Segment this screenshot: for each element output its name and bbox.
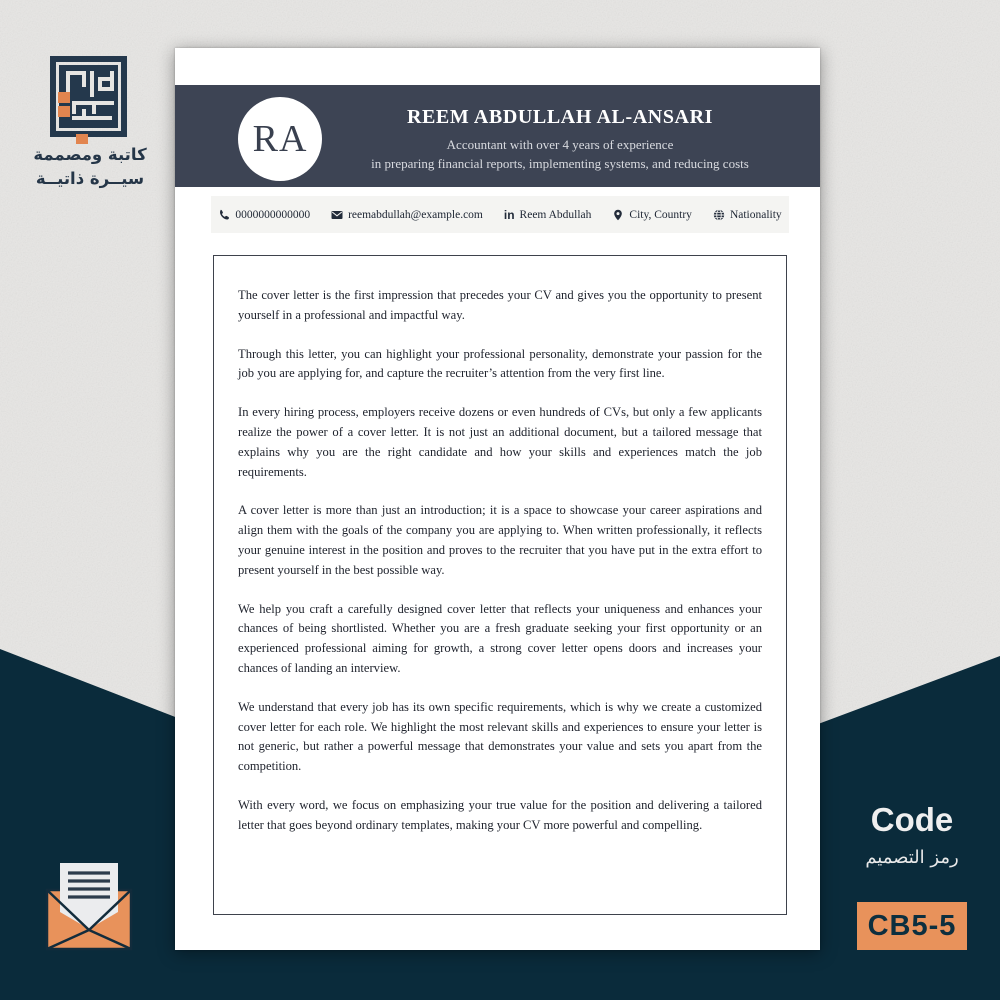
- monogram-circle: [238, 97, 322, 181]
- letter-paragraph: The cover letter is the first impression that precedes your CV and gives you the opportunity to present yourself in a professional and impactful way.: [238, 288, 762, 322]
- contact-nationality-label: Nationality: [729, 208, 782, 221]
- page-header-band: [175, 85, 820, 187]
- brand-tagline: [22, 143, 158, 191]
- contact-nationality: [713, 209, 782, 221]
- phone-icon: [218, 209, 230, 221]
- candidate-subtitle: [325, 135, 795, 173]
- letter-paragraph: With every word, we focus on emphasizing your true value for the position and delivering a tailored letter that goes beyond ordinary templates, making your CV more powerful and compelling.: [238, 797, 762, 832]
- monogram-initials: RA: [252, 118, 308, 160]
- header-text-block: [325, 104, 795, 173]
- design-code-panel: [847, 800, 977, 950]
- subtitle-line2: in preparing financial reports, implementing systems, and reducing costs: [371, 156, 749, 171]
- envelope-letter-icon: [44, 861, 134, 951]
- code-subtitle-arabic: رمز التصميم: [865, 847, 959, 868]
- letter-paragraph: In every hiring process, employers receive dozens or even hundreds of CVs, but only a few applicants realize the power of a cover letter. It is not just an additional document, but a tailored message that explains why you are the right candidate and how your skills and experiences match the job requirements.: [238, 405, 762, 479]
- code-title: Code: [870, 801, 954, 838]
- contact-linkedin: [504, 208, 592, 222]
- contact-bar: [211, 196, 789, 233]
- design-code-badge: CB5-5: [857, 902, 967, 950]
- contact-phone: [218, 209, 310, 221]
- contact-email: [331, 209, 483, 221]
- letter-paragraph: We understand that every job has its own specific requirements, which is why we create a customized cover letter for each role. We highlight the most relevant skills and experiences to ensure your letter is not generic, but rather a powerful message that demonstrates your value and sets you apart from the competition.: [238, 699, 762, 774]
- letter-paragraph: A cover letter is more than just an introduction; it is a space to showcase your career aspirations and align them with the goals of the company you are applying to. When written professionally, it reflects your genuine interest in the position and proves to the recruiter that you have put in the extra effort to present yourself in the best possible way.: [238, 503, 762, 577]
- brand-kufic-logo: [50, 56, 138, 146]
- contact-location-label: City, Country: [629, 208, 692, 221]
- globe-icon: [713, 209, 725, 221]
- linkedin-icon: in: [503, 207, 515, 222]
- brand-tagline-line2: سيــرة ذاتيــة: [35, 169, 145, 188]
- letter-paragraph: We help you craft a carefully designed cover letter that reflects your uniqueness and enhances your chances of being shortlisted. Whether you are a fresh graduate seeking your first opportunity or an experienced professional aiming for growth, a strong cover letter opens doors and increases your chances of landing an interview.: [238, 601, 762, 675]
- location-icon: [612, 209, 624, 221]
- subtitle-line1: Accountant with over 4 years of experience: [446, 137, 674, 152]
- cover-letter-page: [175, 48, 820, 950]
- cover-letter-body: [213, 255, 787, 915]
- email-icon: [331, 209, 343, 221]
- brand-tagline-line1: كاتبة ومصممة: [33, 145, 147, 164]
- candidate-name: REEM ABDULLAH AL-ANSARI: [406, 106, 714, 128]
- contact-email-label: reemabdullah@example.com: [348, 208, 483, 221]
- letter-paragraph: Through this letter, you can highlight your professional personality, demonstrate your passion for the job you are applying for, and capture the recruiter’s attention from the very first line.: [238, 346, 762, 381]
- contact-location: [612, 209, 692, 221]
- contact-phone-label: 0000000000000: [235, 208, 311, 221]
- contact-linkedin-label: Reem Abdullah: [519, 208, 592, 221]
